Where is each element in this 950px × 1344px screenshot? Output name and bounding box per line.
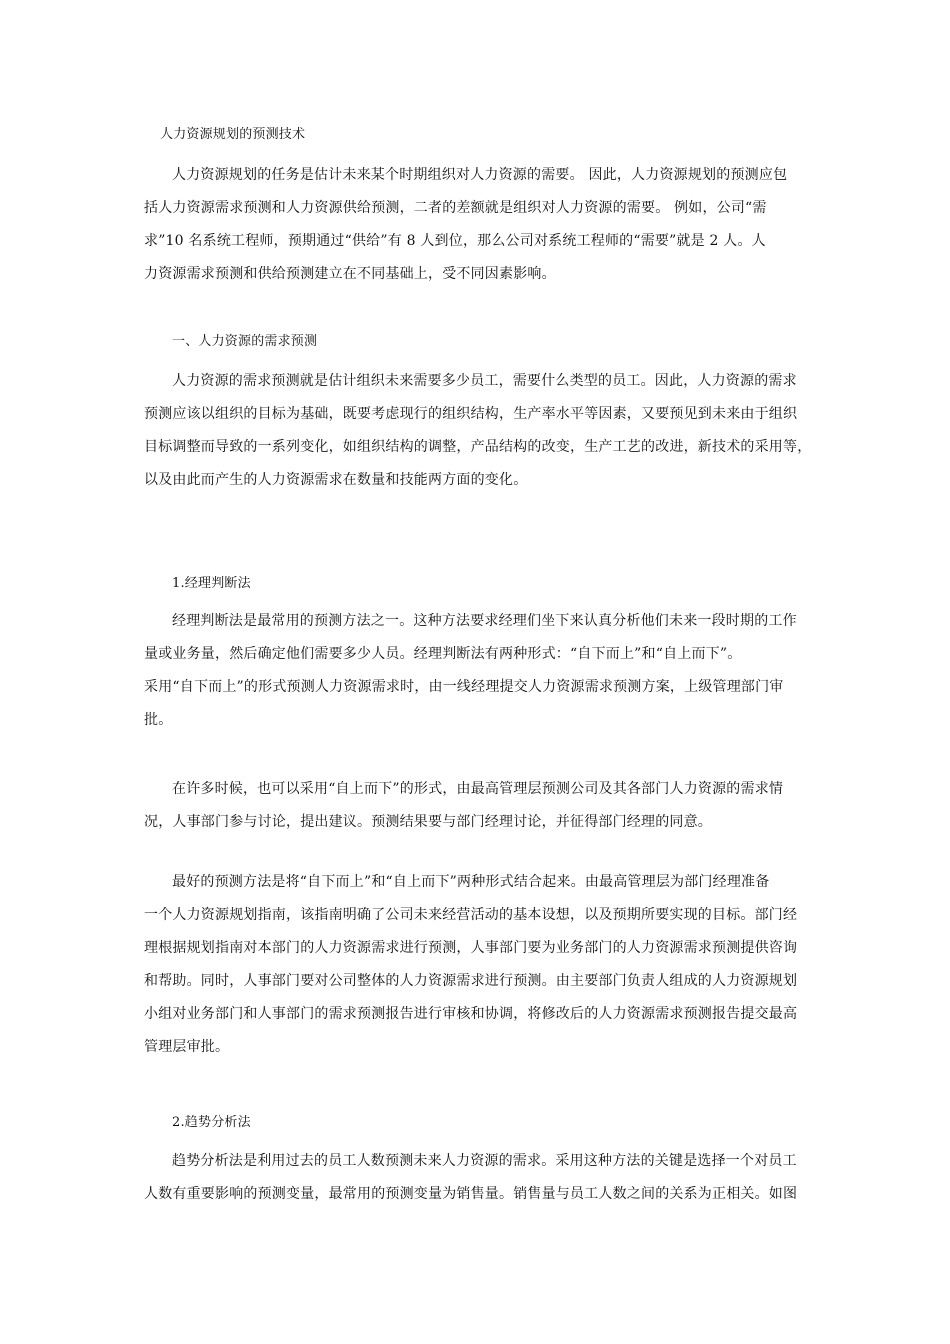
paragraph-line: 经理判断法是最常用的预测方法之一。这种方法要求经理们坐下来认真分析他们未来一段时期的工作 xyxy=(172,613,797,629)
intro-paragraph xyxy=(144,159,814,291)
section1-paragraph xyxy=(144,365,814,497)
paragraph-line: 预测应该以组织的目标为基础，既要考虑现行的组织结构，生产率水平等因素，又要预见到未来由于组织 xyxy=(144,406,798,422)
method1-paragraph-3 xyxy=(144,866,814,1064)
paragraph-line: 目标调整而导致的一系列变化，如组织结构的调整，产品结构的改变，生产工艺的改进，新技术的采用等， xyxy=(144,439,812,455)
heading-text: 1.经理判断法 xyxy=(172,576,251,591)
paragraph-line: 人力资源的需求预测就是估计组织未来需要多少员工，需要什么类型的员工。因此，人力资源的需求 xyxy=(172,373,797,389)
method1-heading xyxy=(172,567,842,600)
paragraph-line: 人力资源规划的任务是估计未来某个时期组织对人力资源的需要。 因此，人力资源规划的预测应包 xyxy=(172,167,788,183)
method1-paragraph xyxy=(144,605,814,737)
section-heading xyxy=(172,325,842,358)
paragraph-line: 况，人事部门参与讨论，提出建议。预测结果要与部门经理讨论，并征得部门经理的同意。 xyxy=(144,814,712,830)
paragraph-line: 力资源需求预测和供给预测建立在不同基础上，受不同因素影响。 xyxy=(144,266,556,282)
heading-text: 一、人力资源的需求预测 xyxy=(172,334,318,349)
paragraph-line: 理根据规划指南对本部门的人力资源需求进行预测，人事部门要为业务部门的人力资源需求预测提供咨询 xyxy=(144,940,798,956)
paragraph-line: 以及由此而产生的人力资源需求在数量和技能两方面的变化。 xyxy=(144,472,528,488)
paragraph-line: 求”10 名系统工程师，预期通过“供给”有 8 人到位，那么公司对系统工程师的“需要”就是 2 人。人 xyxy=(144,233,766,249)
document-title xyxy=(160,118,830,151)
paragraph-line: 量或业务量，然后确定他们需要多少人员。经理判断法有两种形式：“自下而上”和“自上而下”。 xyxy=(144,646,742,662)
paragraph-line: 管理层审批。 xyxy=(144,1039,230,1055)
paragraph-line: 和帮助。同时，人事部门要对公司整体的人力资源需求进行预测。由主要部门负责人组成的人力资源规划 xyxy=(144,973,798,989)
paragraph-line: 采用“自下而上”的形式预测人力资源需求时，由一线经理提交人力资源需求预测方案，上级管理部门审 xyxy=(144,679,784,695)
title-text: 人力资源规划的预测技术 xyxy=(160,127,306,142)
paragraph-line: 趋势分析法是利用过去的员工人数预测未来人力资源的需求。采用这种方法的关键是选择一个对员工 xyxy=(172,1153,797,1169)
paragraph-line: 小组对业务部门和人事部门的需求预测报告进行审核和协调，将修改后的人力资源需求预测报告提交最高 xyxy=(144,1006,798,1022)
paragraph-line: 在许多时候，也可以采用“自上而下”的形式，由最高管理层预测公司及其各部门人力资源的需求情 xyxy=(172,781,784,797)
method1-paragraph-2 xyxy=(144,773,814,839)
method2-paragraph xyxy=(144,1145,814,1211)
paragraph-line: 括人力资源需求预测和人力资源供给预测，二者的差额就是组织对人力资源的需要。 例如，公司“需 xyxy=(144,200,767,216)
paragraph-line: 批。 xyxy=(144,712,173,728)
method2-heading xyxy=(172,1106,842,1139)
paragraph-line: 人数有重要影响的预测变量，最常用的预测变量为销售量。销售量与员工人数之间的关系为正相关。如图 xyxy=(144,1186,798,1202)
paragraph-line: 一个人力资源规划指南，该指南明确了公司未来经营活动的基本设想，以及预期所要实现的目标。部门经 xyxy=(144,907,798,923)
paragraph-line: 最好的预测方法是将“自下而上”和“自上而下”两种形式结合起来。由最高管理层为部门经理准备 xyxy=(172,874,770,890)
heading-text: 2.趋势分析法 xyxy=(172,1115,251,1130)
